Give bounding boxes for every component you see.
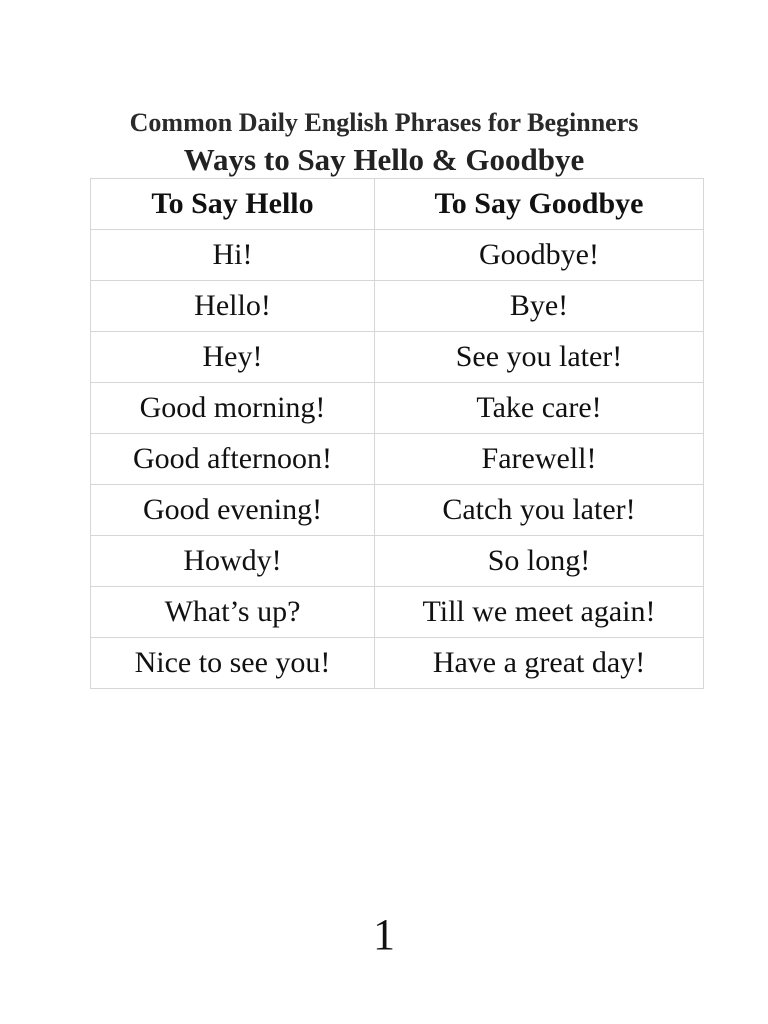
column-header-hello: To Say Hello bbox=[91, 179, 375, 230]
table-header-row bbox=[91, 179, 704, 230]
hello-phrase-cell: Good afternoon! bbox=[91, 434, 375, 485]
hello-phrase-cell: Hello! bbox=[91, 281, 375, 332]
table-row bbox=[91, 230, 704, 281]
page-number: 1 bbox=[373, 910, 395, 959]
table-row bbox=[91, 332, 704, 383]
hello-phrase-cell: Good morning! bbox=[91, 383, 375, 434]
goodbye-phrase-cell: Take care! bbox=[375, 383, 704, 434]
table-row bbox=[91, 485, 704, 536]
hello-phrase-cell: Howdy! bbox=[91, 536, 375, 587]
page-title: Ways to Say Hello & Goodbye bbox=[183, 142, 585, 177]
goodbye-phrase-cell: Farewell! bbox=[375, 434, 704, 485]
phrases-table bbox=[90, 178, 704, 689]
table-row bbox=[91, 434, 704, 485]
hello-phrase-cell: Hey! bbox=[91, 332, 375, 383]
page-subtitle: Common Daily English Phrases for Beginners bbox=[129, 108, 639, 137]
hello-phrase-cell: Hi! bbox=[91, 230, 375, 281]
hello-phrase-cell: What’s up? bbox=[91, 587, 375, 638]
table-row bbox=[91, 383, 704, 434]
goodbye-phrase-cell: Have a great day! bbox=[375, 638, 704, 689]
hello-phrase-cell: Nice to see you! bbox=[91, 638, 375, 689]
goodbye-phrase-cell: Bye! bbox=[375, 281, 704, 332]
table-row bbox=[91, 638, 704, 689]
goodbye-phrase-cell: So long! bbox=[375, 536, 704, 587]
column-header-goodbye: To Say Goodbye bbox=[375, 179, 704, 230]
table-row bbox=[91, 536, 704, 587]
goodbye-phrase-cell: Goodbye! bbox=[375, 230, 704, 281]
goodbye-phrase-cell: Catch you later! bbox=[375, 485, 704, 536]
table-row bbox=[91, 281, 704, 332]
table-row bbox=[91, 587, 704, 638]
hello-phrase-cell: Good evening! bbox=[91, 485, 375, 536]
goodbye-phrase-cell: See you later! bbox=[375, 332, 704, 383]
goodbye-phrase-cell: Till we meet again! bbox=[375, 587, 704, 638]
